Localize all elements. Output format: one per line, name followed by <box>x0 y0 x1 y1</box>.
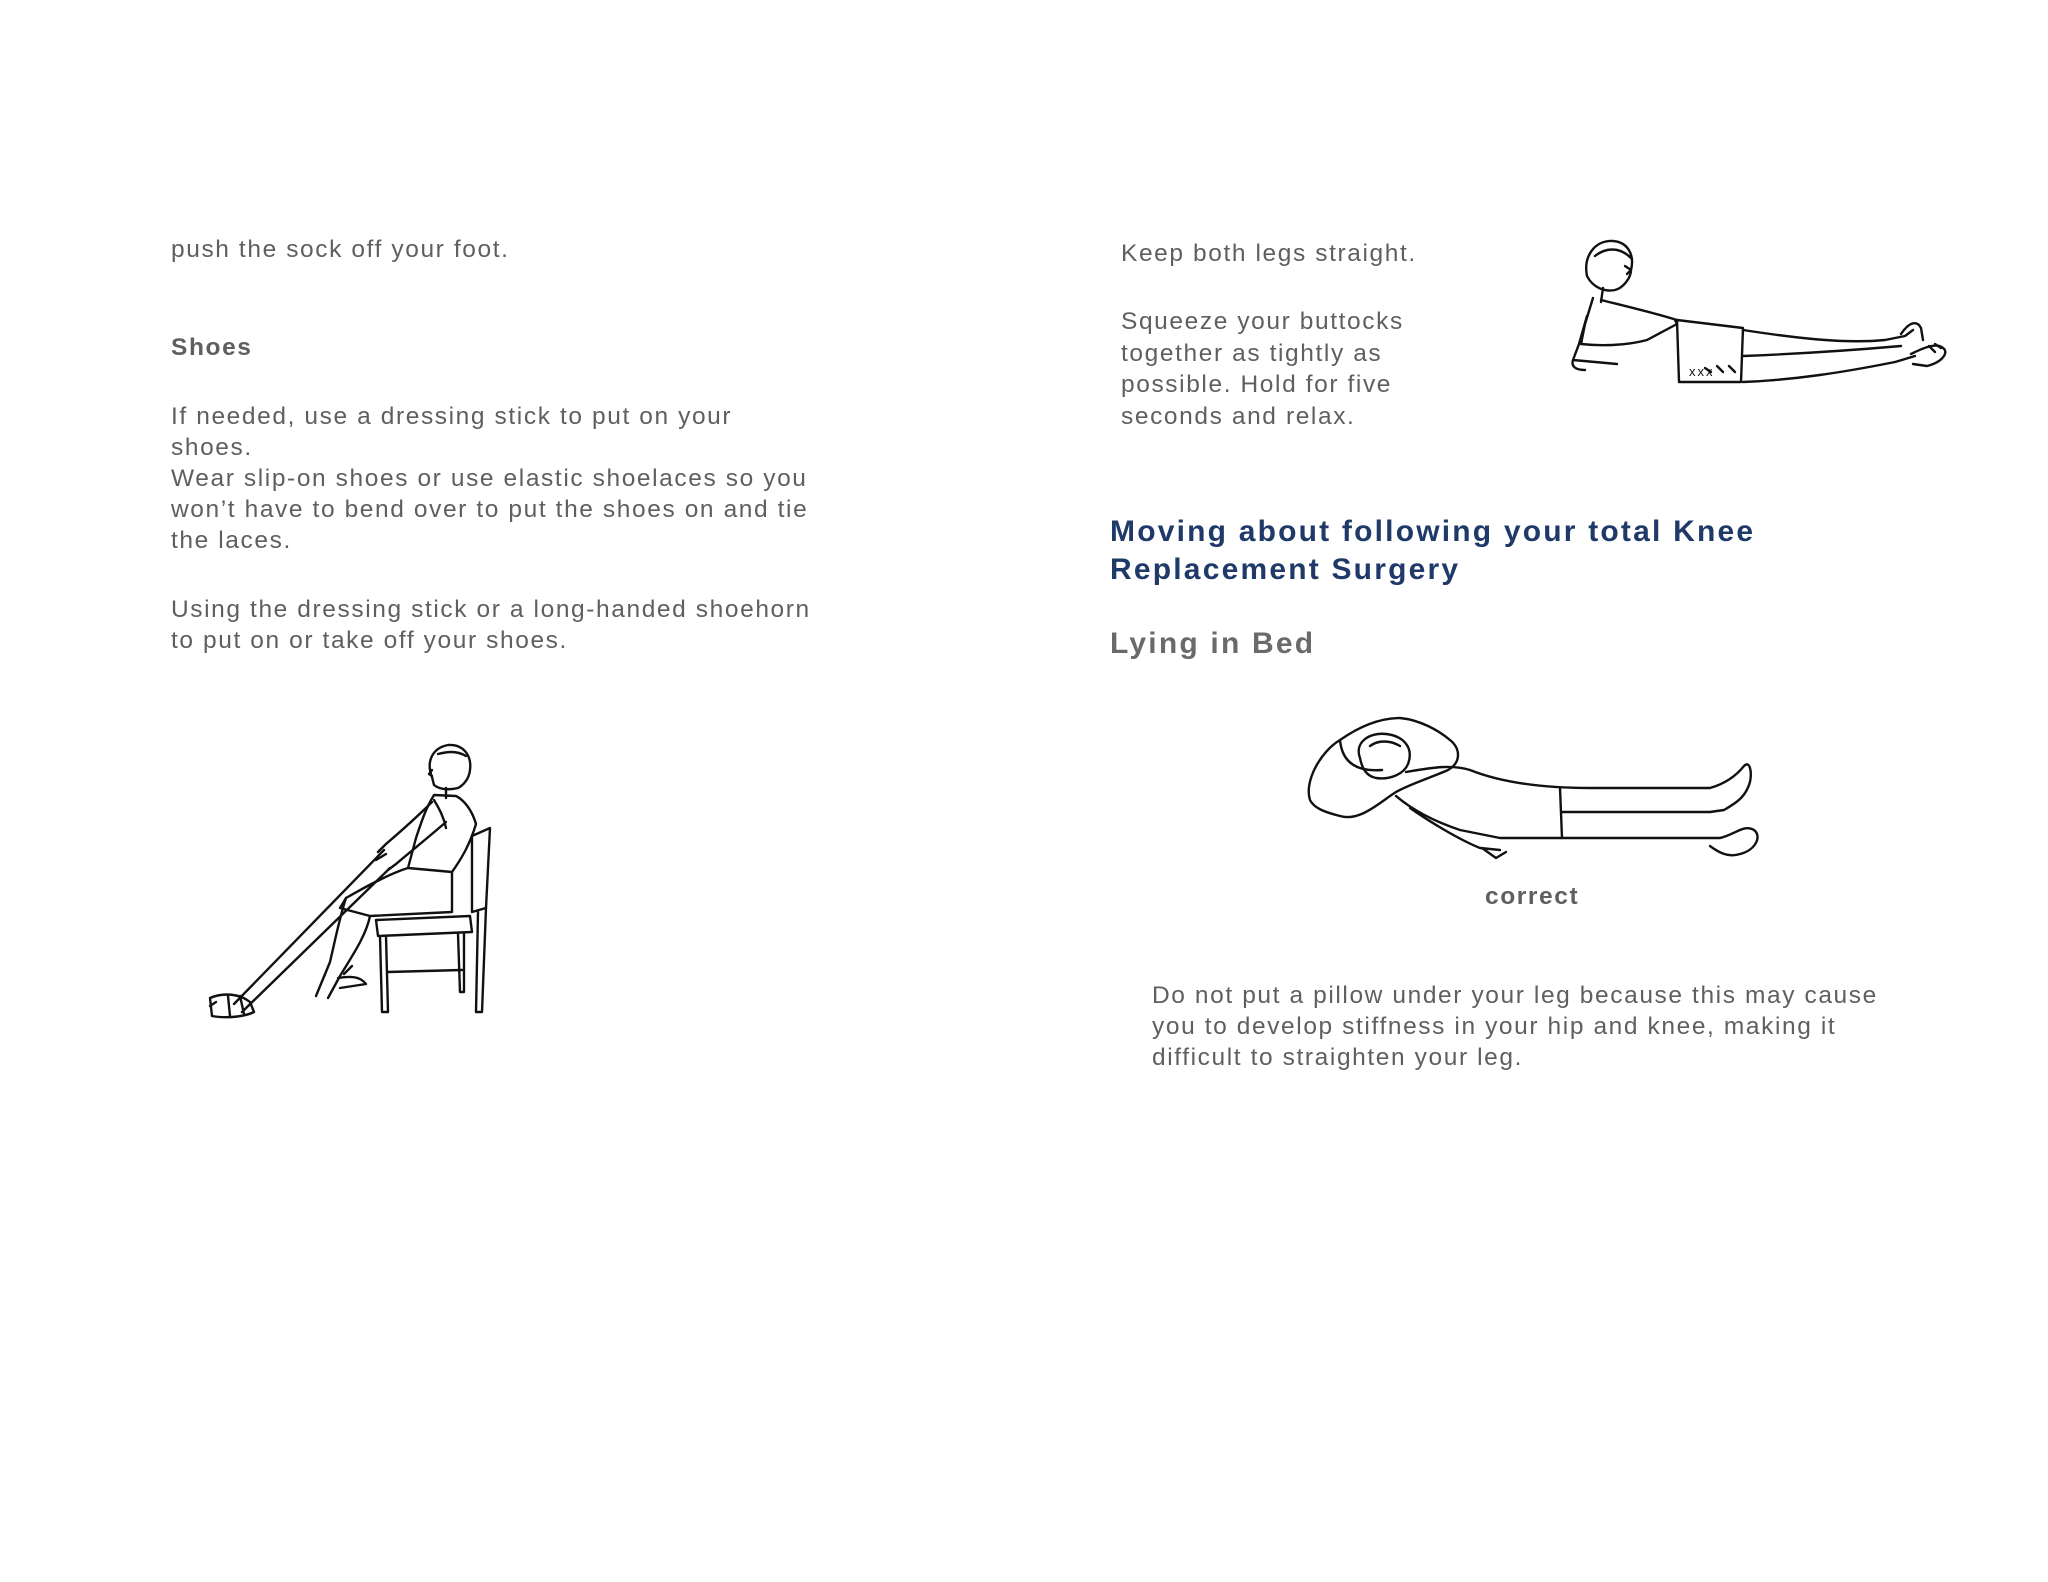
person-seated-dressing-stick-icon <box>200 740 510 1025</box>
pillow-line3: difficult to straighten your leg. <box>1152 1044 1524 1071</box>
buttock-squeeze-marks: xxx <box>1689 364 1715 379</box>
shoes-p1-line5: the laces. <box>171 527 292 554</box>
pillow-line2: you to develop stiffness in your hip and knee, making it <box>1152 1013 1837 1040</box>
squeeze-line4: seconds and relax. <box>1121 403 1356 430</box>
shoes-p1-line3: Wear slip-on shoes or use elastic shoelaces so you <box>171 465 808 492</box>
shoes-p2-line1: Using the dressing stick or a long-handed shoehorn <box>171 596 811 623</box>
squeeze-line2: together as tightly as <box>1121 340 1383 367</box>
shoes-p1-line4: won’t have to bend over to put the shoes on and tie <box>171 496 809 523</box>
person-lying-buttock-squeeze-icon <box>1565 236 1955 396</box>
shoes-heading: Shoes <box>171 334 253 361</box>
person-lying-pillow-correct-icon <box>1300 712 1780 872</box>
pillow-line1: Do not put a pillow under your leg because this may cause <box>1152 982 1878 1009</box>
squeeze-line3: possible. Hold for five <box>1121 371 1393 398</box>
keep-legs-straight: Keep both legs straight. <box>1121 240 1417 267</box>
section-title-line2: Replacement Surgery <box>1110 553 1461 586</box>
sock-instruction-tail: push the sock off your foot. <box>171 236 510 263</box>
shoes-p2-line2: to put on or take off your shoes. <box>171 627 568 654</box>
squeeze-line1: Squeeze your buttocks <box>1121 308 1404 335</box>
figure-caption-correct: correct <box>1485 883 1580 910</box>
lying-in-bed-heading: Lying in Bed <box>1110 627 1316 660</box>
section-title-line1: Moving about following your total Knee <box>1110 515 1756 548</box>
shoes-p1-line2: shoes. <box>171 434 253 461</box>
shoes-p1-line1: If needed, use a dressing stick to put on your <box>171 403 733 430</box>
